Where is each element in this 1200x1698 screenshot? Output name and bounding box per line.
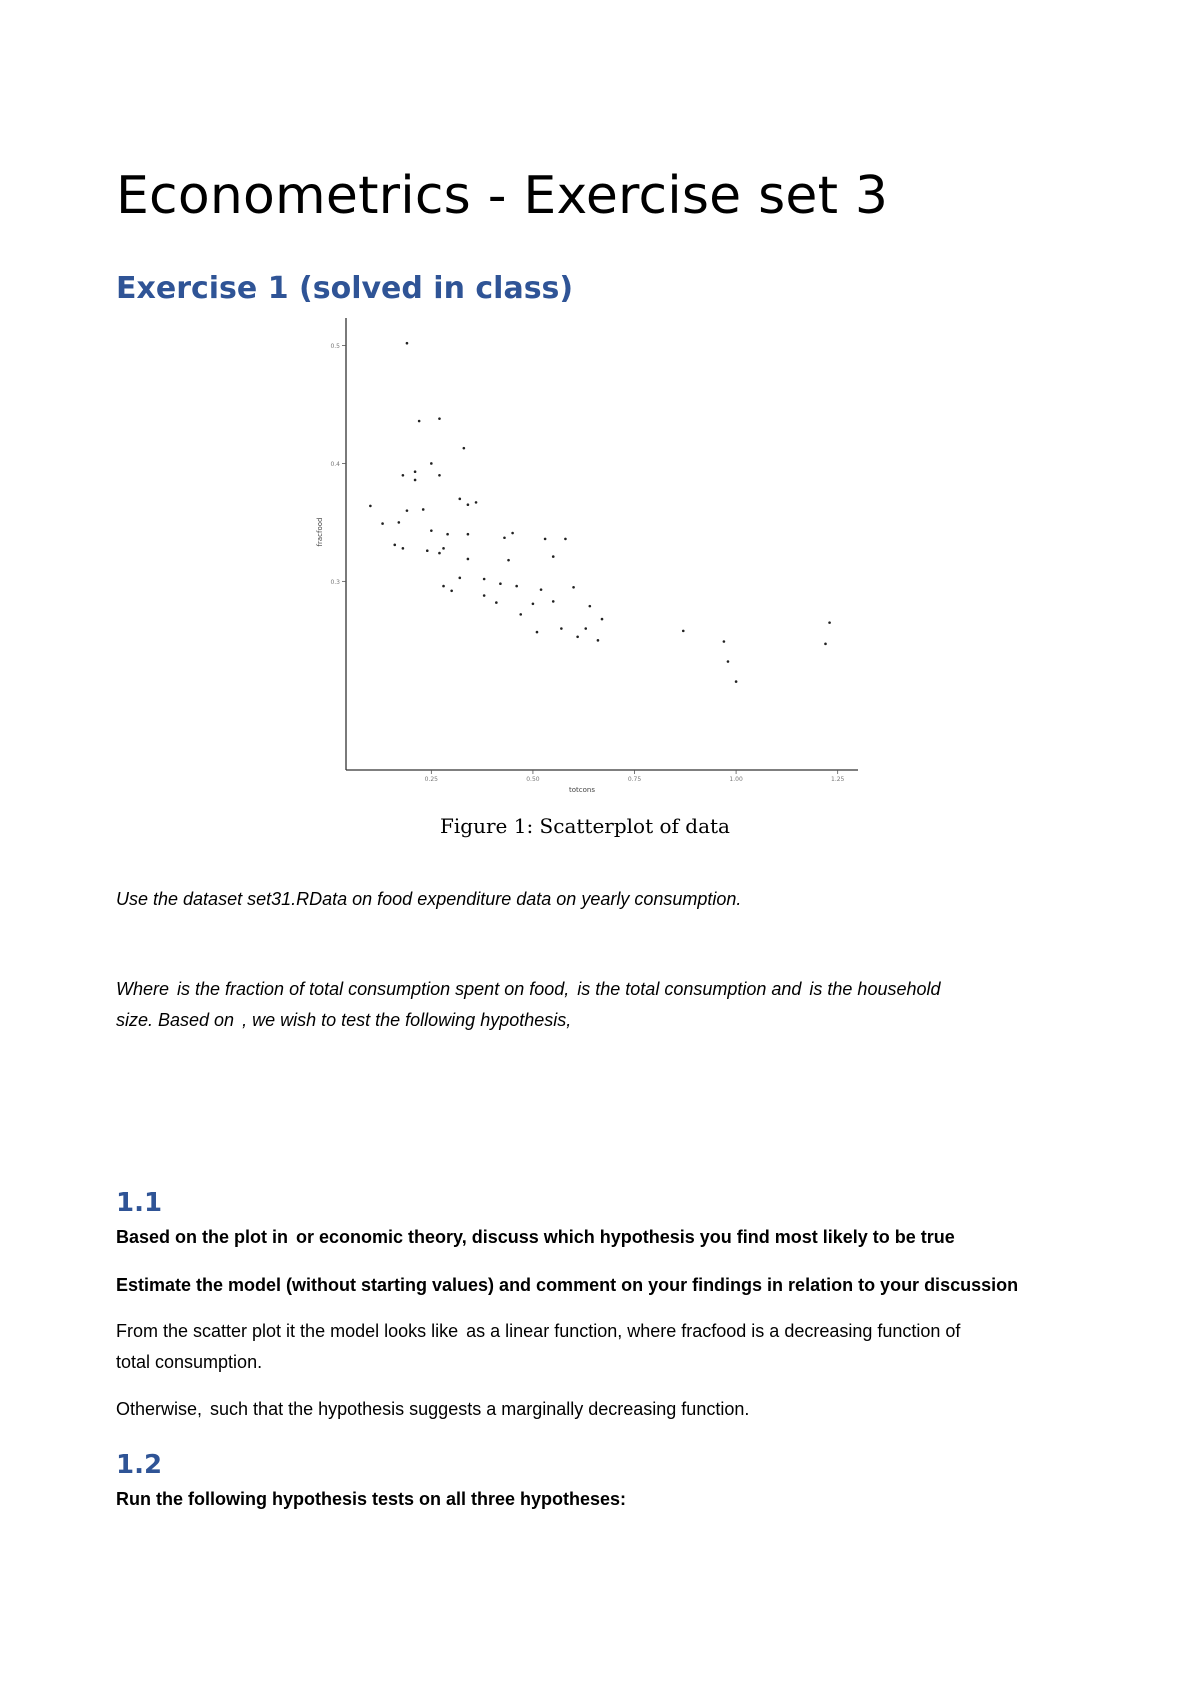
definitions-text-c: is the total consumption and bbox=[577, 979, 802, 999]
data-point bbox=[414, 470, 417, 473]
data-point bbox=[483, 594, 486, 597]
y-tick-label: 0.3 bbox=[330, 578, 340, 586]
data-point bbox=[824, 643, 827, 646]
answer-2 bbox=[116, 1394, 1096, 1425]
data-point bbox=[515, 585, 518, 588]
data-point bbox=[442, 547, 445, 550]
data-point bbox=[463, 447, 466, 450]
y-tick-label: 0.4 bbox=[330, 460, 340, 468]
data-point bbox=[426, 549, 429, 552]
data-point bbox=[438, 474, 441, 477]
data-point bbox=[393, 544, 396, 547]
data-point bbox=[475, 501, 478, 504]
definitions-text-d: is the household bbox=[809, 979, 941, 999]
definitions-text-b: is the fraction of total consumption spent on food, bbox=[177, 979, 570, 999]
x-tick-label: 0.50 bbox=[526, 776, 540, 783]
data-point bbox=[458, 577, 461, 580]
data-point bbox=[576, 635, 579, 638]
data-point bbox=[519, 613, 522, 616]
data-point bbox=[446, 533, 449, 536]
question-1-b: or economic theory, discuss which hypothesis you find most likely to be true bbox=[296, 1227, 955, 1247]
answer-1-c: total consumption. bbox=[116, 1352, 263, 1372]
question-1-a: Based on the plot in bbox=[116, 1227, 289, 1247]
x-tick-label: 0.25 bbox=[424, 776, 439, 783]
definitions-text-a: Where bbox=[116, 979, 170, 999]
data-point bbox=[597, 639, 600, 642]
data-point bbox=[467, 558, 470, 561]
data-point bbox=[402, 547, 405, 550]
question-2 bbox=[116, 1270, 1096, 1301]
data-point bbox=[458, 498, 461, 501]
data-point bbox=[828, 621, 831, 624]
data-point bbox=[499, 582, 502, 585]
section-1-2-heading: 1.2 bbox=[116, 1450, 163, 1480]
data-point bbox=[507, 559, 510, 562]
x-tick-label: 0.75 bbox=[627, 776, 642, 783]
x-axis-label: totcons bbox=[569, 786, 595, 794]
answer-1-a: From the scatter plot it the model looks like bbox=[116, 1321, 459, 1341]
data-point bbox=[450, 590, 453, 593]
data-point bbox=[418, 420, 421, 423]
data-point bbox=[723, 640, 726, 643]
data-point bbox=[438, 552, 441, 555]
data-point bbox=[406, 509, 409, 512]
question-3-text: Run the following hypothesis tests on all three hypotheses: bbox=[116, 1489, 627, 1509]
data-point bbox=[552, 600, 555, 603]
answer-2-a: Otherwise, bbox=[116, 1399, 203, 1419]
intro-paragraph bbox=[116, 884, 1096, 915]
data-point bbox=[467, 503, 470, 506]
intro-text: Use the dataset set31.RData on food expenditure data on yearly consumption. bbox=[116, 889, 742, 909]
data-point bbox=[483, 578, 486, 581]
data-point bbox=[564, 538, 567, 541]
data-point bbox=[682, 630, 685, 633]
answer-1-b: as a linear function, where fracfood is a decreasing function of bbox=[466, 1321, 961, 1341]
section-1-1-heading: 1.1 bbox=[116, 1188, 163, 1218]
data-point bbox=[406, 342, 409, 345]
data-point bbox=[536, 631, 539, 634]
data-point bbox=[532, 602, 535, 605]
answer-2-b: such that the hypothesis suggests a marginally decreasing function. bbox=[210, 1399, 750, 1419]
data-point bbox=[442, 585, 445, 588]
data-point bbox=[727, 660, 730, 663]
y-tick-label: 0.5 bbox=[330, 343, 340, 351]
data-point bbox=[540, 588, 543, 591]
definitions-line2-a: size. Based on bbox=[116, 1010, 235, 1030]
scatterplot-chart bbox=[300, 318, 870, 798]
x-tick-label: 1.00 bbox=[729, 776, 743, 783]
data-point bbox=[544, 538, 547, 541]
answer-1 bbox=[116, 1316, 1096, 1378]
data-point bbox=[422, 508, 425, 511]
data-point bbox=[430, 529, 433, 532]
data-point bbox=[467, 533, 470, 536]
page-title: Econometrics - Exercise set 3 bbox=[116, 166, 889, 226]
exercise-heading: Exercise 1 (solved in class) bbox=[116, 271, 574, 306]
data-point bbox=[584, 627, 587, 630]
y-axis-label: fracfood bbox=[316, 517, 324, 547]
data-point bbox=[381, 522, 384, 525]
data-point bbox=[402, 474, 405, 477]
data-point bbox=[552, 555, 555, 558]
definitions-paragraph bbox=[116, 974, 1096, 1036]
data-point bbox=[503, 536, 506, 539]
data-point bbox=[369, 505, 372, 508]
question-3 bbox=[116, 1484, 1096, 1515]
data-point bbox=[414, 479, 417, 482]
x-tick-label: 1.25 bbox=[831, 776, 845, 783]
data-point bbox=[430, 462, 433, 465]
data-point bbox=[589, 605, 592, 608]
data-point bbox=[560, 627, 563, 630]
data-point bbox=[572, 586, 575, 589]
data-point bbox=[511, 532, 514, 535]
definitions-line2-b: , we wish to test the following hypothesis, bbox=[242, 1010, 572, 1030]
data-point bbox=[495, 601, 498, 604]
data-point bbox=[438, 417, 441, 420]
figure-caption: Figure 1: Scatterplot of data bbox=[440, 814, 730, 838]
data-point bbox=[735, 680, 738, 683]
question-2-text: Estimate the model (without starting values) and comment on your findings in relation to your discussion bbox=[116, 1275, 1019, 1295]
scatterplot-figure bbox=[300, 318, 870, 838]
data-point bbox=[601, 618, 604, 621]
data-point bbox=[398, 521, 401, 524]
question-1 bbox=[116, 1222, 1096, 1253]
